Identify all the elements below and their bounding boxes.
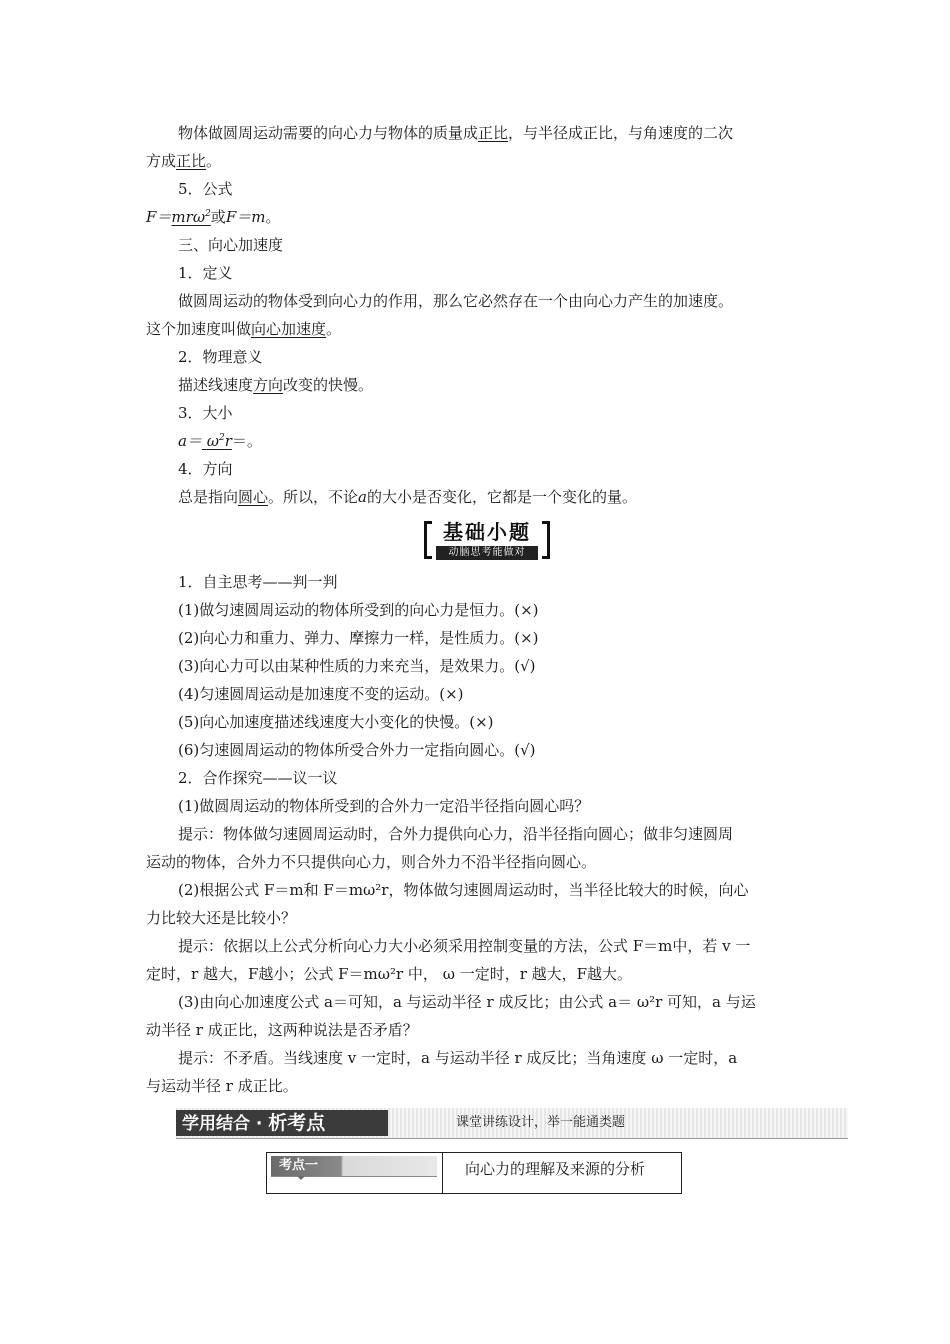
discussion-answer: 提示：依据以上公式分析向心力大小必须采用控制变量的方法，公式 F＝m中，若 v 一 [178, 937, 751, 955]
text: 总是指向 [178, 488, 239, 506]
variable: a [358, 488, 367, 506]
heading-meaning: 2．物理意义 [178, 348, 263, 366]
formula-line [146, 206, 280, 228]
paragraph-line [146, 318, 341, 340]
answer-blank: 向心加速度 [251, 320, 327, 338]
answer-blank: 正比 [176, 152, 207, 170]
paragraph-line [178, 122, 733, 144]
formula-text: F＝ [146, 208, 172, 226]
paragraph-line [178, 486, 637, 508]
left-bracket [424, 521, 432, 559]
text: 的大小是否变化，它都是一个变化的量。 [367, 488, 638, 506]
text: ，与半径成正比，与角速度的二次 [508, 124, 734, 142]
right-bracket [542, 521, 550, 559]
formula-line [178, 430, 262, 452]
discussion-answer: 运动的物体，合外力不只提供向心力，则合外力不沿半径指向圆心。 [146, 853, 597, 871]
discussion-question: 动半径 r 成正比，这两种说法是否矛盾？ [146, 1021, 418, 1039]
section-band-caption: 课堂讲练设计，举一能通类题 [456, 1115, 626, 1130]
paragraph-line [178, 374, 373, 396]
judge-item: (2)向心力和重力、弹力、摩擦力一样，是性质力。(×) [178, 629, 539, 647]
answer-blank: $\omega^2r$ [206, 432, 232, 450]
exam-point-tag-label: 考点一 [279, 1158, 319, 1173]
heading-direction: 4．方向 [178, 460, 233, 478]
heading-definition: 1．定义 [178, 264, 233, 282]
subsection-heading: 1．自主思考——判一判 [178, 573, 338, 591]
discussion-question: 力比较大还是比较小？ [146, 909, 297, 927]
discussion-answer: 提示：不矛盾。当线速度 v 一定时，a 与运动半径 r 成反比；当角速度 ω 一定时，a [178, 1049, 738, 1067]
text: 或 [210, 208, 226, 226]
heading-formula: 5．公式 [178, 180, 233, 198]
discussion-answer: 与运动半径 r 成正比。 [146, 1077, 298, 1095]
text: 物体做圆周运动需要的向心力与物体的质量成 [178, 124, 479, 142]
discussion-question: (2)根据公式 F＝m和 F＝mω²r，物体做匀速圆周运动时，当半径比较大的时候，向心 [178, 881, 749, 899]
judge-item: (6)匀速圆周运动的物体所受合外力一定指向圆心。(√) [178, 741, 536, 759]
text: 改变的快慢。 [283, 376, 374, 394]
discussion-question: (1)做圆周运动的物体所受到的合外力一定沿半径指向圆心吗？ [178, 797, 590, 815]
section-band [176, 1108, 848, 1139]
text: 描述线速度 [178, 376, 254, 394]
paragraph-line: 做圆周运动的物体受到向心力的作用，那么它必然存在一个由向心力产生的加速度。 [178, 292, 734, 310]
section-band-title: 学用结合 · 析考点 [176, 1110, 388, 1136]
subsection-heading: 2．合作探究——议一议 [178, 769, 338, 787]
tag-notch [297, 1176, 305, 1180]
discussion-answer: 定时，r 越大，F越小；公式 F＝mω²r 中， ω 一定时，r 越大，F越大。 [146, 965, 633, 983]
basic-questions-badge [424, 519, 550, 563]
judge-item: (1)做匀速圆周运动的物体所受到的向心力是恒力。(×) [178, 601, 539, 619]
formula-text: F＝m [225, 208, 266, 226]
badge-title: 基础小题 [443, 520, 531, 544]
discussion-answer: 提示：物体做匀速圆周运动时，合外力提供向心力，沿半径指向圆心；做非匀速圆周 [178, 825, 734, 843]
heading-size: 3．大小 [178, 404, 233, 422]
judge-item: (3)向心力可以由某种性质的力来充当，是效果力。(√) [178, 657, 536, 675]
answer-blank: 方向 [253, 376, 284, 394]
text: 方成 [146, 152, 177, 170]
text: ＝。 [231, 432, 262, 450]
discussion-question: (3)由向心加速度公式 a＝可知，a 与运动半径 r 成反比；由公式 a＝ ω²r 可知，a 与运 [178, 993, 756, 1011]
badge-subtitle: 动脑思考能做对 [436, 546, 538, 560]
divider [442, 1153, 443, 1194]
judge-item: (5)向心加速度描述线速度大小变化的快慢。(×) [178, 713, 494, 731]
answer-blank: 圆心 [238, 488, 269, 506]
exam-point-tag [271, 1156, 437, 1177]
formula-text: a＝ [178, 432, 202, 450]
text: 。 [326, 320, 342, 338]
text: 。 [206, 152, 222, 170]
text: 。所以，不论 [268, 488, 359, 506]
judge-item: (4)匀速圆周运动是加速度不变的运动。(×) [178, 685, 464, 703]
section-heading: 三、向心加速度 [178, 236, 284, 254]
exam-point-box [266, 1152, 682, 1194]
text: 这个加速度叫做 [146, 320, 252, 338]
paragraph-line [146, 150, 221, 172]
exam-point-title: 向心力的理解及来源的分析 [465, 1160, 646, 1178]
answer-blank: mrω$^2$ [171, 208, 211, 226]
answer-blank: 正比 [478, 124, 509, 142]
text: 。 [265, 208, 281, 226]
